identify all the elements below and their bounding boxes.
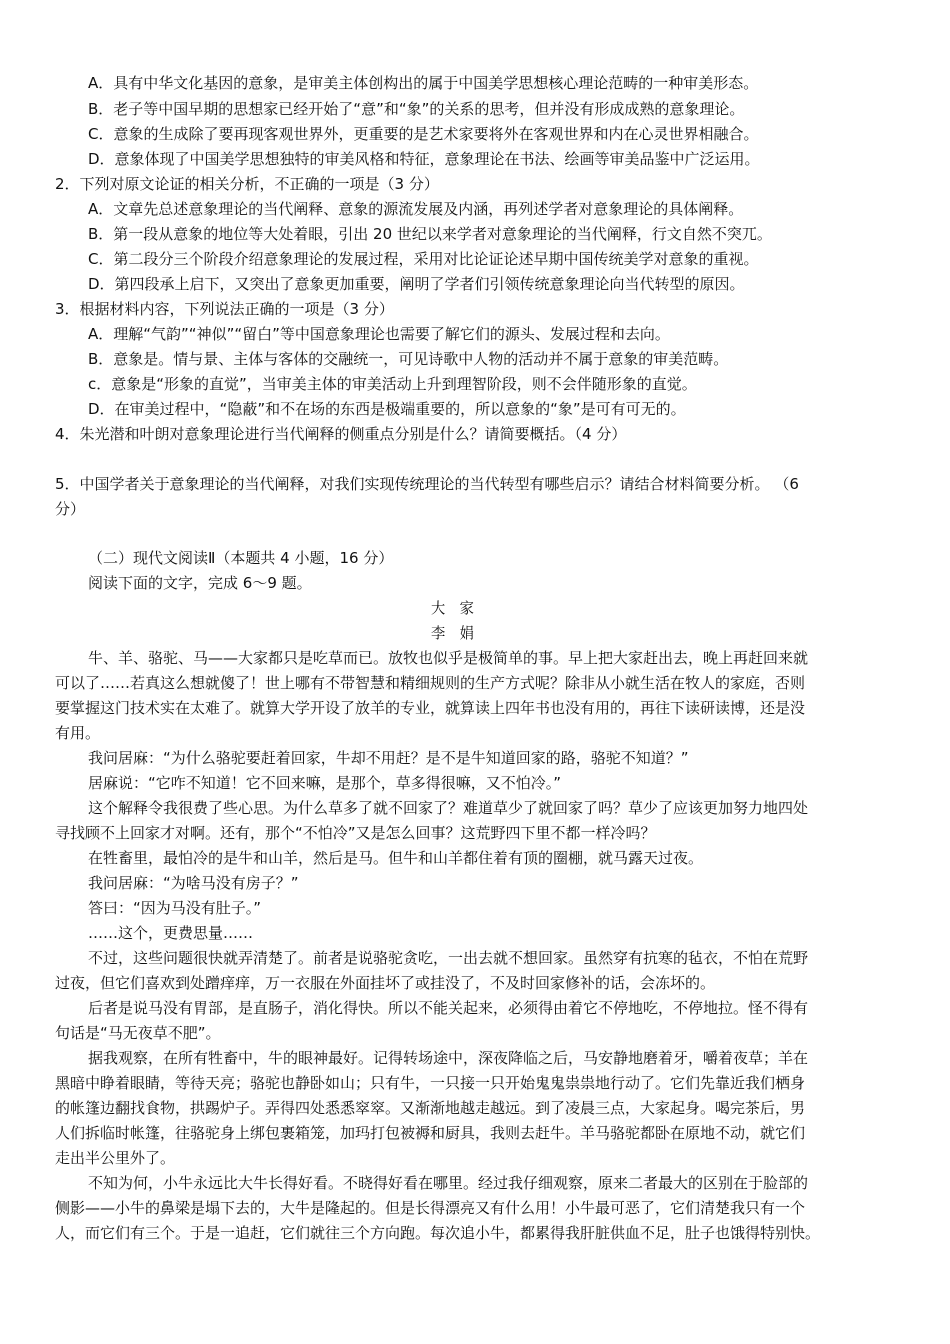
passage-line: 居麻说：“它咋不知道！它不回来嘛，是那个，草多得很嘛，又不怕冷。” <box>88 774 562 792</box>
q2-option-a: A．文章先总述意象理论的当代阐释、意象的源流发展及内涵，再列述学者对意象理论的具体阐释。 <box>88 200 744 218</box>
q4-stem: 4．朱光潜和叶朗对意象理论进行当代阐释的侧重点分别是什么？请简要概括。（4 分） <box>55 425 627 443</box>
passage-line: 答曰：“因为马没有肚子。” <box>88 899 262 917</box>
passage-line: 牛、羊、骆驼、马——大家都只是吃草而已。放牧也似乎是极简单的事。早上把大家赶出去，晚上再赶回来就 <box>88 649 809 667</box>
passage-line: 有用。 <box>55 724 101 742</box>
passage-line: 寻找顾不上回家才对啊。还有，那个“不怕冷”又是怎么回事？这荒野四下里不都一样冷吗？ <box>55 824 656 842</box>
passage-line: ……这个，更费思量…… <box>88 924 254 942</box>
passage-line: 这个解释令我很费了些心思。为什么草多了就不回家了？难道草少了就回家了吗？草少了应该更加努力地四处 <box>88 799 809 817</box>
passage-line: 的帐篷边翻找食物，拱踢炉子。弄得四处悉悉窣窣。又渐渐地越走越远。到了凌晨三点，大家起身。喝完茶后，男 <box>55 1099 806 1117</box>
passage-line: 我问居麻：“为啥马没有房子？” <box>88 874 299 892</box>
q3-stem: 3．根据材料内容，下列说法正确的一项是（3 分） <box>55 300 394 318</box>
passage-line: 不过，这些问题很快就弄清楚了。前者是说骆驼贪吃，一出去就不想回家。虽然穿有抗寒的毡衣，不怕在荒野 <box>88 949 809 967</box>
passage-title: 大 家 <box>431 599 474 617</box>
passage-line: 不知为何，小牛永远比大牛长得好看。不晓得好看在哪里。经过我仔细观察，原来二者最大的区别在于脸部的 <box>88 1174 809 1192</box>
passage-line: 侧影——小牛的鼻梁是塌下去的，大牛是隆起的。但是长得漂亮又有什么用！小牛最可恶了，它们清楚我只有一个 <box>55 1199 806 1217</box>
section-instruction: 阅读下面的文字，完成 6～9 题。 <box>88 574 312 592</box>
q2-stem: 2．下列对原文论证的相关分析，不正确的一项是（3 分） <box>55 175 439 193</box>
passage-line: 我问居麻：“为什么骆驼要赶着回家，牛却不用赶？是不是牛知道回家的路，骆驼不知道？” <box>88 749 689 767</box>
q2-option-b: B．第一段从意象的地位等大处着眼，引出 20 世纪以来学者对意象理论的当代阐释，行文自然不突兀。 <box>88 225 772 243</box>
passage-line: 过夜，但它们喜欢到处蹭痒痒，万一衣服在外面挂坏了或挂没了，不及时回家修补的话，会冻坏的。 <box>55 974 716 992</box>
passage-line: 人们拆临时帐篷，往骆驼身上绑包裹箱笼，加玛打包被褥和厨具，我则去赶牛。羊马骆驼都卧在原地不动，就它们 <box>55 1124 806 1142</box>
passage-line: 可以了……若真这么想就傻了！世上哪有不带智慧和精细规则的生产方式呢？除非从小就生活在牧人的家庭，否则 <box>55 674 806 692</box>
q2-option-c: C．第二段分三个阶段介绍意象理论的发展过程，采用对比论证论述早期中国传统美学对意象的重视。 <box>88 250 759 268</box>
q3-option-a: A．理解“气韵”“神似”“留白”等中国意象理论也需要了解它们的源头、发展过程和去向。 <box>88 325 670 343</box>
q5-stem-line2: 分） <box>55 500 86 518</box>
passage-line: 走出半公里外了。 <box>55 1149 176 1167</box>
q1-option-d: D．意象体现了中国美学思想独特的审美风格和特征，意象理论在书法、绘画等审美品鉴中广泛运用。 <box>88 150 760 168</box>
q3-option-d: D．在审美过程中，“隐蔽”和不在场的东西是极端重要的，所以意象的“象”是可有可无的。 <box>88 400 686 418</box>
q1-option-c: C．意象的生成除了要再现客观世界外，更重要的是艺术家要将外在客观世界和内在心灵世界相融合。 <box>88 125 759 143</box>
q3-option-b: B．意象是。情与景、主体与客体的交融统一，可见诗歌中人物的活动并不属于意象的审美范畴。 <box>88 350 729 368</box>
passage-line: 人，而它们有三个。于是一追赶，它们就往三个方向跑。每次追小牛，都累得我肝脏供血不足，肚子也饿得特别快。 <box>55 1224 821 1242</box>
q5-stem-line1: 5．中国学者关于意象理论的当代阐释，对我们实现传统理论的当代转型有哪些启示？请结合材料简要分析。 （6 <box>55 475 799 493</box>
passage-line: 要掌握这门技术实在太难了。就算大学开设了放羊的专业，就算读上四年书也没有用的，再往下读研读博，还是没 <box>55 699 806 717</box>
q1-option-b: B．老子等中国早期的思想家已经开始了“意”和“象”的关系的思考，但并没有形成成熟的意象理论。 <box>88 100 745 118</box>
passage-line: 在牲畜里，最怕冷的是牛和山羊，然后是马。但牛和山羊都住着有顶的圈棚，就马露天过夜。 <box>88 849 704 867</box>
passage-line: 黑暗中睁着眼睛，等待天亮；骆驼也静卧如山；只有牛，一只接一只开始鬼鬼祟祟地行动了。它们先靠近我们栖身 <box>55 1074 806 1092</box>
passage-author: 李 娟 <box>431 624 474 642</box>
q2-option-d: D．第四段承上启下，又突出了意象更加重要，阐明了学者们引领传统意象理论向当代转型的原因。 <box>88 275 745 293</box>
section-heading: （二）现代文阅读Ⅱ（本题共 4 小题，16 分） <box>88 549 394 567</box>
passage-line: 句话是“马无夜草不肥”。 <box>55 1024 221 1042</box>
q3-option-c: c．意象是“形象的直觉”，当审美主体的审美活动上升到理智阶段，则不会伴随形象的直觉。 <box>88 375 697 393</box>
passage-line: 据我观察，在所有牲畜中，牛的眼神最好。记得转场途中，深夜降临之后，马安静地磨着牙，嚼着夜草；羊在 <box>88 1049 809 1067</box>
passage-line: 后者是说马没有胃部，是直肠子，消化得快。所以不能关起来，必须得由着它不停地吃，不停地拉。怪不得有 <box>88 999 809 1017</box>
q1-option-a: A．具有中华文化基因的意象，是审美主体创构出的属于中国美学思想核心理论范畴的一种审美形态。 <box>88 74 759 92</box>
